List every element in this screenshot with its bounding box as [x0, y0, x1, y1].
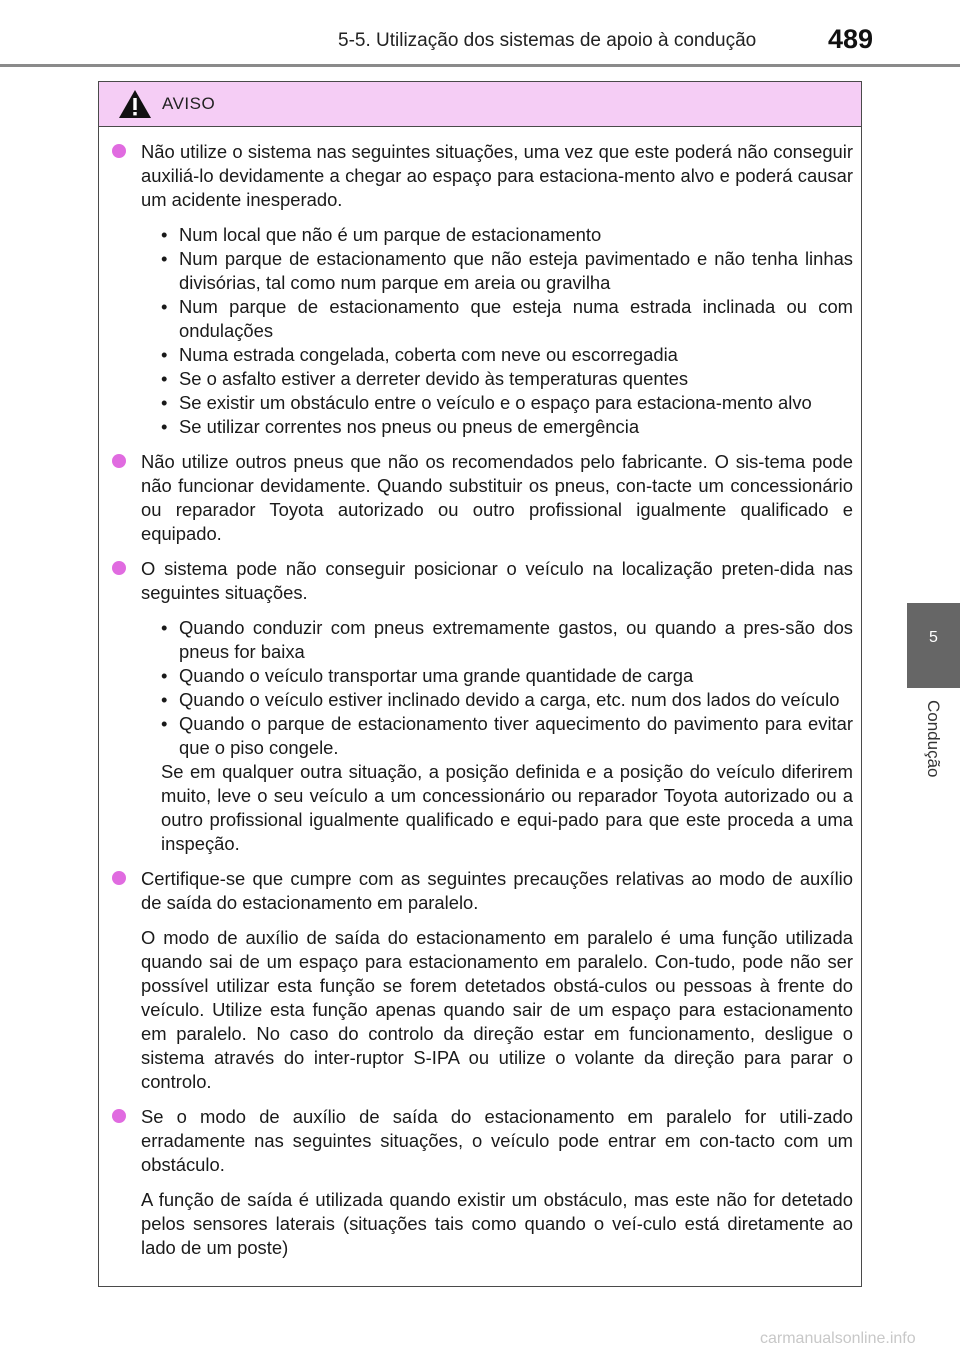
page-number: 489 [828, 24, 874, 54]
item-text: Certifique-se que cumpre com as seguintes precauções relativas ao modo de auxílio de saída do estacionamento em paralelo. [141, 868, 853, 913]
chapter-label [918, 700, 948, 796]
warning-triangle-icon [118, 89, 152, 119]
sub-item: • Se utilizar correntes nos pneus ou pneus de emergência [161, 415, 853, 439]
header-title: 5-5. Utilização dos sistemas de apoio à condução [338, 30, 757, 51]
bullet-icon [112, 454, 126, 468]
sub-item: • Quando o parque de estacionamento tiver aquecimento do pavimento para evitar que o piso congele. [161, 712, 853, 760]
warning-item [111, 1105, 853, 1260]
warning-item [111, 557, 853, 856]
warning-item [111, 867, 853, 1094]
item-text: O sistema pode não conseguir posicionar o veículo na localização preten-dida nas seguintes situações. [141, 558, 853, 603]
bullet-icon [112, 871, 126, 885]
warning-item [111, 140, 853, 439]
watermark: carmanualsonline.info [760, 1330, 916, 1347]
bullet-icon [112, 1109, 126, 1123]
item-note: O modo de auxílio de saída do estacionamento em paralelo é uma função utilizada quando sai de um espaço para estacionamento em paralelo. Con-tudo, pode não ser possível utilizar esta função se forem detetados obstá-culos ou pessoas à frente do veículo. Utilize esta função apenas quando sair de um espaço para estacionamento em paralelo. No caso do controlo da direção estar em funcionamento, desligue o sistema através do inter-ruptor S-IPA ou utilize o volante da direção para parar o controlo. [141, 927, 853, 1092]
warning-header [99, 82, 861, 127]
item-text: Não utilize outros pneus que não os recomendados pelo fabricante. O sis-tema pode não funcionar devidamente. Quando substituir os pneus, con-tacte um concessionário ou reparador Toyota autorizado ou outro profissional igualmente qualificado e equipado. [141, 451, 853, 544]
item-note: A função de saída é utilizada quando existir um obstáculo, mas este não for detetado pelos sensores laterais (situações tais como quando o veí-culo está diretamente ao lado de um poste) [141, 1189, 853, 1258]
warning-box [98, 81, 862, 1287]
chapter-tab[interactable]: 5 [907, 603, 960, 688]
warning-heading: AVISO [162, 94, 216, 113]
sub-item: • Se existir um obstáculo entre o veículo e o espaço para estaciona-mento alvo [161, 391, 853, 415]
bullet-icon [112, 561, 126, 575]
warning-body [99, 127, 861, 1260]
sub-item: • Quando o veículo estiver inclinado devido a carga, etc. num dos lados do veículo [161, 688, 853, 712]
warning-item [111, 450, 853, 546]
sub-list [141, 616, 853, 760]
item-followup: Se em qualquer outra situação, a posição definida e a posição do veículo diferirem muito, leve o seu veículo a um concessionário ou reparador Toyota autorizado ou a outro profissional igualmente qualificado e equi-pado para que este proceda a uma inspeção. [161, 761, 853, 854]
sub-list [141, 223, 853, 439]
sub-item: • Num local que não é um parque de estacionamento [161, 223, 853, 247]
item-text: Não utilize o sistema nas seguintes situações, uma vez que este poderá não conseguir auxiliá-lo devidamente a chegar ao espaço para estaciona-mento alvo e poderá causar um acidente inesperado. [141, 141, 853, 210]
sub-item: • Quando o veículo transportar uma grande quantidade de carga [161, 664, 853, 688]
sub-item: • Num parque de estacionamento que não esteja pavimentado e não tenha linhas divisórias, tal como num parque em areia ou gravilha [161, 247, 853, 295]
header-rule [0, 64, 960, 67]
sub-item: • Num parque de estacionamento que esteja numa estrada inclinada ou com ondulações [161, 295, 853, 343]
sub-item: • Se o asfalto estiver a derreter devido às temperaturas quentes [161, 367, 853, 391]
chapter-label-text: Condução [924, 700, 943, 778]
bullet-icon [112, 144, 126, 158]
sub-item: • Numa estrada congelada, coberta com neve ou escorregadia [161, 343, 853, 367]
sub-item: • Quando conduzir com pneus extremamente gastos, ou quando a pres-são dos pneus for baixa [161, 616, 853, 664]
item-text: Se o modo de auxílio de saída do estacionamento em paralelo for utili-zado erradamente nas seguintes situações, o veículo pode entrar em con-tacto com um obstáculo. [141, 1106, 853, 1175]
